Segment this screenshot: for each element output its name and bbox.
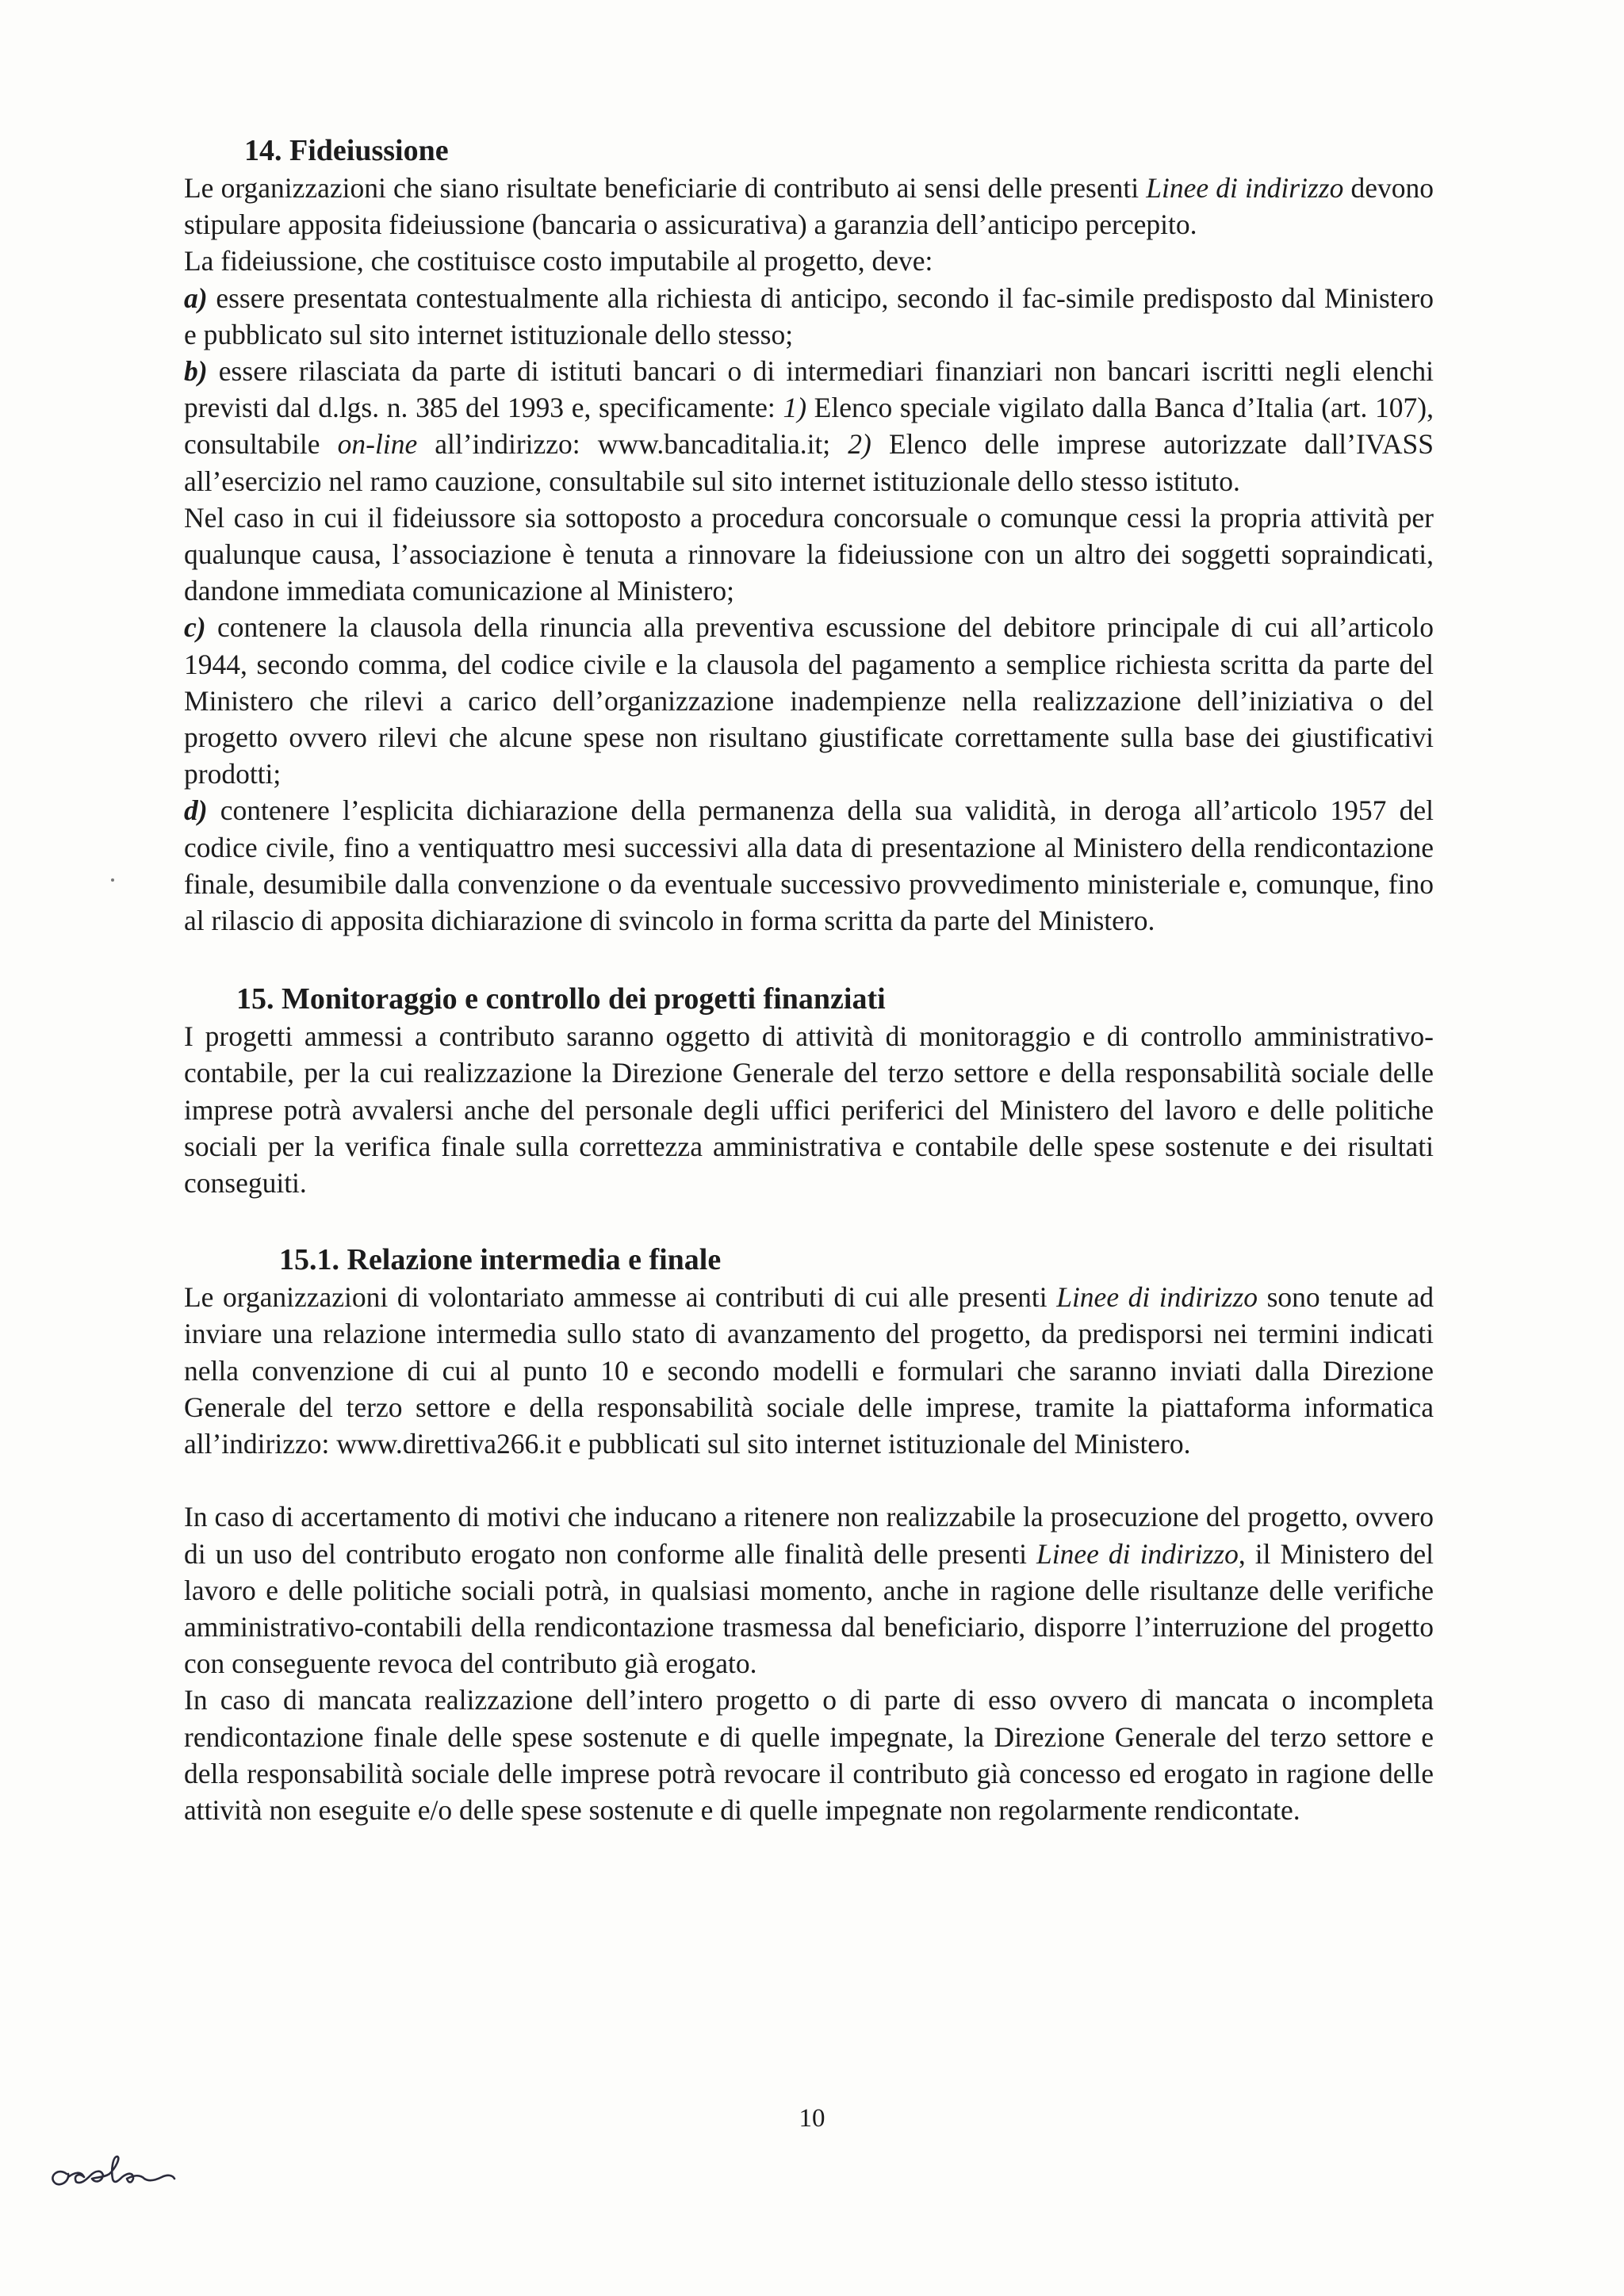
section-14-item-b: b) essere rilasciata da parte di istituti bancari o di intermediari finanziari non bancari iscritti negli elenchi previsti dal d.lgs. n. 385 del 1993 e, specificamente: 1) Elenco speciale vigilato dalla Banca d’Italia (art. 107), consultabile on-line all’indirizzo: www.bancaditalia.it; 2) Elenco delle imprese autorizzate dall’IVASS all’esercizio nel ramo cauzione, consultabile sul sito internet istituzionale dello stesso istituto. <box>184 355 1434 497</box>
scan-speck <box>111 878 114 882</box>
section-15-paragraph-1: I progetti ammessi a contributo saranno oggetto di attività di monitoraggio e di controllo amministrativo-contabile, per la cui realizzazione la Direzione Generale del terzo settore e della responsabilità sociale delle imprese potrà avvalersi anche del personale degli uffici periferici del Ministero del lavoro e delle politiche sociali per la verifica finale sulla correttezza amministrativa e contabile delle spese sostenute e dei risultati conseguiti. <box>184 1020 1434 1200</box>
section-14-item-d: d) contenere l’esplicita dichiarazione della permanenza della sua validità, in deroga all’articolo 1957 del codice civile, fino a ventiquattro mesi successivi alla data di presentazione al Ministero della rendicontazione finale, desumibile dalla convenzione o da eventuale successivo provvedimento ministeriale e, comunque, fino al rilascio di apposita dichiarazione di svincolo in forma scritta da parte del Ministero. <box>184 794 1434 937</box>
section-14-title: 14. Fideiussione <box>244 134 449 167</box>
section-15-1-paragraph-1: Le organizzazioni di volontariato ammesse ai contributi di cui alle presenti Linee di indirizzo sono tenute ad inviare una relazione intermedia sullo stato di avanzamento del progetto, da predisporsi nei termini indicati nella convenzione di cui al punto 10 e secondo modelli e formulari che saranno inviati dalla Direzione Generale del terzo settore e della responsabilità sociale delle imprese, tramite la piattaforma informatica all’indirizzo: www.direttiva266.it e pubblicati sul sito internet istituzionale del Ministero. <box>184 1281 1434 1460</box>
section-15-1-paragraph-3: In caso di mancata realizzazione dell’intero progetto o di parte di esso ovvero di mancata o incompleta rendicontazione finale delle spese sostenute e di quelle impegnate, la Direzione Generale del terzo settore e della responsabilità sociale delle imprese potrà revocare il contributo già concesso ed erogato in ragione delle attività non eseguite e/o delle spese sostenute e di quelle impegnate non regolarmente rendicontate. <box>184 1684 1434 1826</box>
section-15-1-title: 15.1. Relazione intermedia e finale <box>279 1243 722 1277</box>
section-15-1-paragraph-2: In caso di accertamento di motivi che inducano a ritenere non realizzabile la prosecuzione del progetto, ovvero di un uso del contributo erogato non conforme alle finalità delle presenti Linee di indirizzo, il Ministero del lavoro e delle politiche sociali potrà, in qualsiasi momento, anche in ragione delle risultanze delle verifiche amministrativo-contabili della rendicontazione trasmessa dal beneficiario, disporre l’interruzione del progetto con conseguente revoca del contributo già erogato. <box>184 1501 1434 1680</box>
document-body <box>184 132 1434 1828</box>
section-14-paragraph-2: La fideiussione, che costituisce costo imputabile al progetto, deve: <box>184 245 933 277</box>
section-14-paragraph-1: Le organizzazioni che siano risultate beneficiarie di contributo ai sensi delle presenti Linee di indirizzo devono stipulare apposita fideiussione (bancaria o assicurativa) a garanzia dell’anticipo percepito. <box>184 172 1434 241</box>
section-14-paragraph-3: Nel caso in cui il fideiussore sia sottoposto a procedura concorsuale o comunque cessi la propria attività per qualunque causa, l’associazione è tenuta a rinnovare la fideiussione con un altro dei soggetti sopraindicati, dandone immediata comunicazione al Ministero; <box>184 501 1434 607</box>
section-14-item-a: a) essere presentata contestualmente alla richiesta di anticipo, secondo il fac-simile predisposto dal Ministero e pubblicato sul sito internet istituzionale dello stesso; <box>184 281 1434 350</box>
page-number: 10 <box>799 2104 825 2133</box>
handwritten-signature <box>40 2133 182 2204</box>
section-14-item-c: c) contenere la clausola della rinuncia alla preventiva escussione del debitore principale di cui all’articolo 1944, secondo comma, del codice civile e la clausola del pagamento a semplice richiesta scritta da parte del Ministero che rilevi a carico dell’organizzazione inadempienze nella realizzazione dell’iniziativa o del progetto ovvero rilevi che alcune spese non risultano giustificate correttamente sulla base dei giustificativi prodotti; <box>184 611 1434 790</box>
section-15-title: 15. Monitoraggio e controllo dei progetti finanziati <box>236 982 886 1016</box>
